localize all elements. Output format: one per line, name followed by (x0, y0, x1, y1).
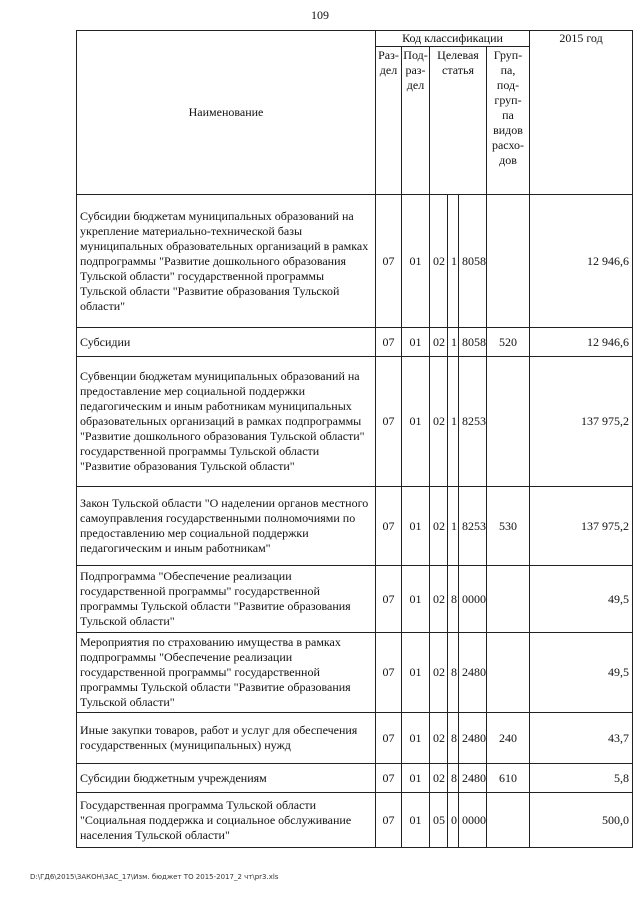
row-podrazdel: 01 (402, 764, 430, 793)
row-subprog: 8 (448, 713, 459, 764)
row-amount: 49,5 (530, 566, 633, 633)
table-row (77, 713, 633, 764)
header-tselevaya: Целевая статья (430, 47, 487, 195)
row-code: 0000 (459, 793, 487, 848)
row-razdel: 07 (376, 328, 402, 357)
table-row (77, 764, 633, 793)
row-amount: 5,8 (530, 764, 633, 793)
header-razdel: Раз- дел (376, 47, 402, 195)
row-podrazdel: 01 (402, 328, 430, 357)
row-vid: 530 (487, 487, 530, 566)
table-row (77, 566, 633, 633)
row-vid: 520 (487, 328, 530, 357)
header-year: 2015 год (530, 31, 633, 195)
row-prog: 05 (430, 793, 448, 848)
budget-table (76, 30, 633, 848)
row-name: Закон Тульской области "О наделении органов местного самоуправления государственными полномочиями по предоставлению мер социальной поддержки педагогическим и иным работникам" (77, 487, 376, 566)
row-subprog: 8 (448, 566, 459, 633)
table-row (77, 633, 633, 713)
header-name: Наименование (77, 31, 376, 195)
row-name: Субвенции бюджетам муниципальных образований на предоставление мер социальной поддержки педагогическим и иным работникам муниципальных образовательных организаций в рамках подпрограммы "Развитие дошкольного образования Тульской области" государственной программы Тульской области "Развитие образования Тульской области" (77, 357, 376, 487)
row-code: 2480 (459, 764, 487, 793)
row-subprog: 1 (448, 195, 459, 328)
header-row-top (77, 31, 633, 47)
table-row (77, 487, 633, 566)
row-code: 2480 (459, 633, 487, 713)
row-razdel: 07 (376, 633, 402, 713)
row-razdel: 07 (376, 764, 402, 793)
row-prog: 02 (430, 633, 448, 713)
row-podrazdel: 01 (402, 566, 430, 633)
row-vid (487, 633, 530, 713)
row-name: Субсидии бюджетам муниципальных образований на укрепление материально-технической базы муниципальных образовательных организаций в рамках подпрограммы "Развитие дошкольного образования Тульской области" государственной программы Тульской области "Развитие образования Тульской области" (77, 195, 376, 328)
table-row (77, 793, 633, 848)
row-prog: 02 (430, 328, 448, 357)
row-podrazdel: 01 (402, 195, 430, 328)
row-name: Государственная программа Тульской области "Социальная поддержка и социальное обслуживание населения Тульской области" (77, 793, 376, 848)
row-subprog: 1 (448, 357, 459, 487)
row-razdel: 07 (376, 357, 402, 487)
table-row (77, 328, 633, 357)
row-vid (487, 357, 530, 487)
row-name: Мероприятия по страхованию имущества в рамках подпрограммы "Обеспечение реализации государственной программы" государственной программы Тульской области "Развитие образования Тульской области" (77, 633, 376, 713)
row-amount: 137 975,2 (530, 487, 633, 566)
row-podrazdel: 01 (402, 487, 430, 566)
row-name: Иные закупки товаров, работ и услуг для обеспечения государственных (муниципальных) нужд (77, 713, 376, 764)
row-amount: 43,7 (530, 713, 633, 764)
header-podrazdel: Под- раз- дел (402, 47, 430, 195)
header-classification: Код классификации (376, 31, 530, 47)
row-subprog: 1 (448, 328, 459, 357)
row-razdel: 07 (376, 566, 402, 633)
table-row (77, 357, 633, 487)
row-podrazdel: 01 (402, 357, 430, 487)
row-vid (487, 793, 530, 848)
row-subprog: 8 (448, 764, 459, 793)
row-prog: 02 (430, 357, 448, 487)
row-name: Субсидии бюджетным учреждениям (77, 764, 376, 793)
row-prog: 02 (430, 713, 448, 764)
row-amount: 137 975,2 (530, 357, 633, 487)
header-gruppa: Груп- па, под- груп- па видов расхо- дов (487, 47, 530, 195)
row-amount: 49,5 (530, 633, 633, 713)
row-prog: 02 (430, 195, 448, 328)
row-vid (487, 195, 530, 328)
row-razdel: 07 (376, 793, 402, 848)
row-amount: 500,0 (530, 793, 633, 848)
row-code: 8253 (459, 487, 487, 566)
row-code: 8253 (459, 357, 487, 487)
row-subprog: 1 (448, 487, 459, 566)
row-razdel: 07 (376, 195, 402, 328)
table-row (77, 195, 633, 328)
row-vid: 610 (487, 764, 530, 793)
row-name: Субсидии (77, 328, 376, 357)
row-code: 2480 (459, 713, 487, 764)
file-path-footer: D:\ГД6\2015\ЗАКОН\ЗАС_17\Изм. бюджет ТО 2015-2017_2 чт\pr3.xls (30, 873, 279, 881)
row-razdel: 07 (376, 487, 402, 566)
row-razdel: 07 (376, 713, 402, 764)
row-vid (487, 566, 530, 633)
row-amount: 12 946,6 (530, 195, 633, 328)
row-podrazdel: 01 (402, 633, 430, 713)
row-prog: 02 (430, 566, 448, 633)
row-code: 8058 (459, 328, 487, 357)
row-name: Подпрограмма "Обеспечение реализации государственной программы" государственной программы Тульской области "Развитие образования Тульской области" (77, 566, 376, 633)
row-prog: 02 (430, 764, 448, 793)
row-subprog: 0 (448, 793, 459, 848)
row-subprog: 8 (448, 633, 459, 713)
row-amount: 12 946,6 (530, 328, 633, 357)
row-podrazdel: 01 (402, 793, 430, 848)
row-podrazdel: 01 (402, 713, 430, 764)
row-code: 0000 (459, 566, 487, 633)
row-vid: 240 (487, 713, 530, 764)
page-number: 109 (311, 8, 329, 22)
row-code: 8058 (459, 195, 487, 328)
row-prog: 02 (430, 487, 448, 566)
